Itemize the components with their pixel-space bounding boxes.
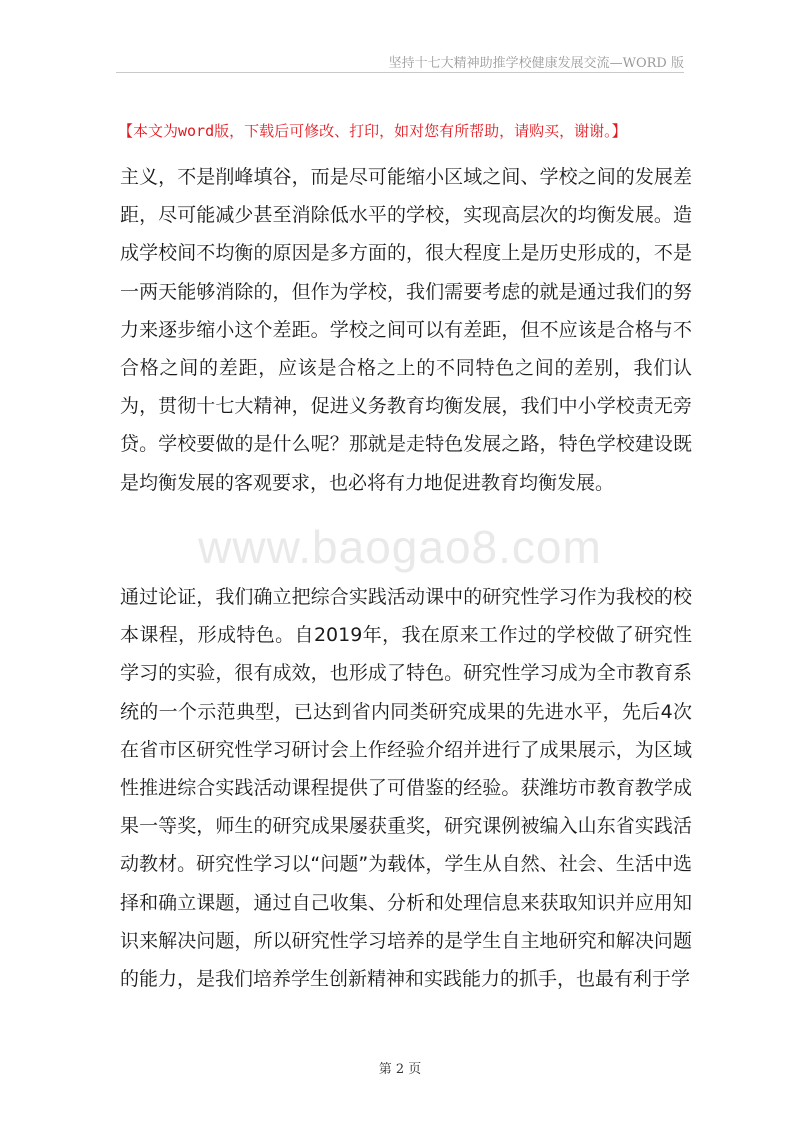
watermark-text: www.baogao8.com	[198, 521, 602, 573]
purchase-notice: 【本文为word版，下载后可修改、打印，如对您有所帮助，请购买，谢谢。】	[118, 122, 627, 140]
document-header-title: 坚持十七大精神助推学校健康发展交流—WORD 版	[388, 56, 684, 71]
body-paragraph-1: 主义，不是削峰填谷，而是尽可能缩小区域之间、学校之间的发展差距，尽可能减少甚至消除低水平的学校，实现高层次的均衡发展。造成学校间不均衡的原因是多方面的，很大程度上是历史形成的，不是一两天能够消除的，但作为学校，我们需要考虑的就是通过我们的努力来逐步缩小这个差距。学校之间可以有差距，但不应该是合格与不合格之间的差距，应该是合格之上的不同特色之间的差别，我们认为，贯彻十七大精神，促进义务教育均衡发展，我们中小学校责无旁贷。学校要做的是什么呢？那就是走特色发展之路，特色学校建设既是均衡发展的客观要求，也必将有力地促进教育均衡发展。	[120, 166, 692, 494]
header-divider	[116, 72, 684, 73]
body-paragraph-2: 通过论证，我们确立把综合实践活动课中的研究性学习作为我校的校本课程，形成特色。自2019年，我在原来工作过的学校做了研究性学习的实验，很有成效，也形成了特色。研究性学习成为全市教育系统的一个示范典型，已达到省内同类研究成果的先进水平，先后4次在省市区研究性学习研讨会上作经验介绍并进行了成果展示，为区域性推进综合实践活动课程提供了可借鉴的经验。获潍坊市教育教学成果一等奖，师生的研究成果屡获重奖，研究课例被编入山东省实践活动教材。研究性学习以“问题”为载体，学生从自然、社会、生活中选择和确立课题，通过自己收集、分析和处理信息来获取知识并应用知识来解决问题，所以研究性学习培养的是学生自主地研究和解决问题的能力，是我们培养学生创新精神和实践能力的抓手，也最有利于学	[120, 586, 692, 991]
page-number: 第 2 页	[378, 1062, 422, 1077]
